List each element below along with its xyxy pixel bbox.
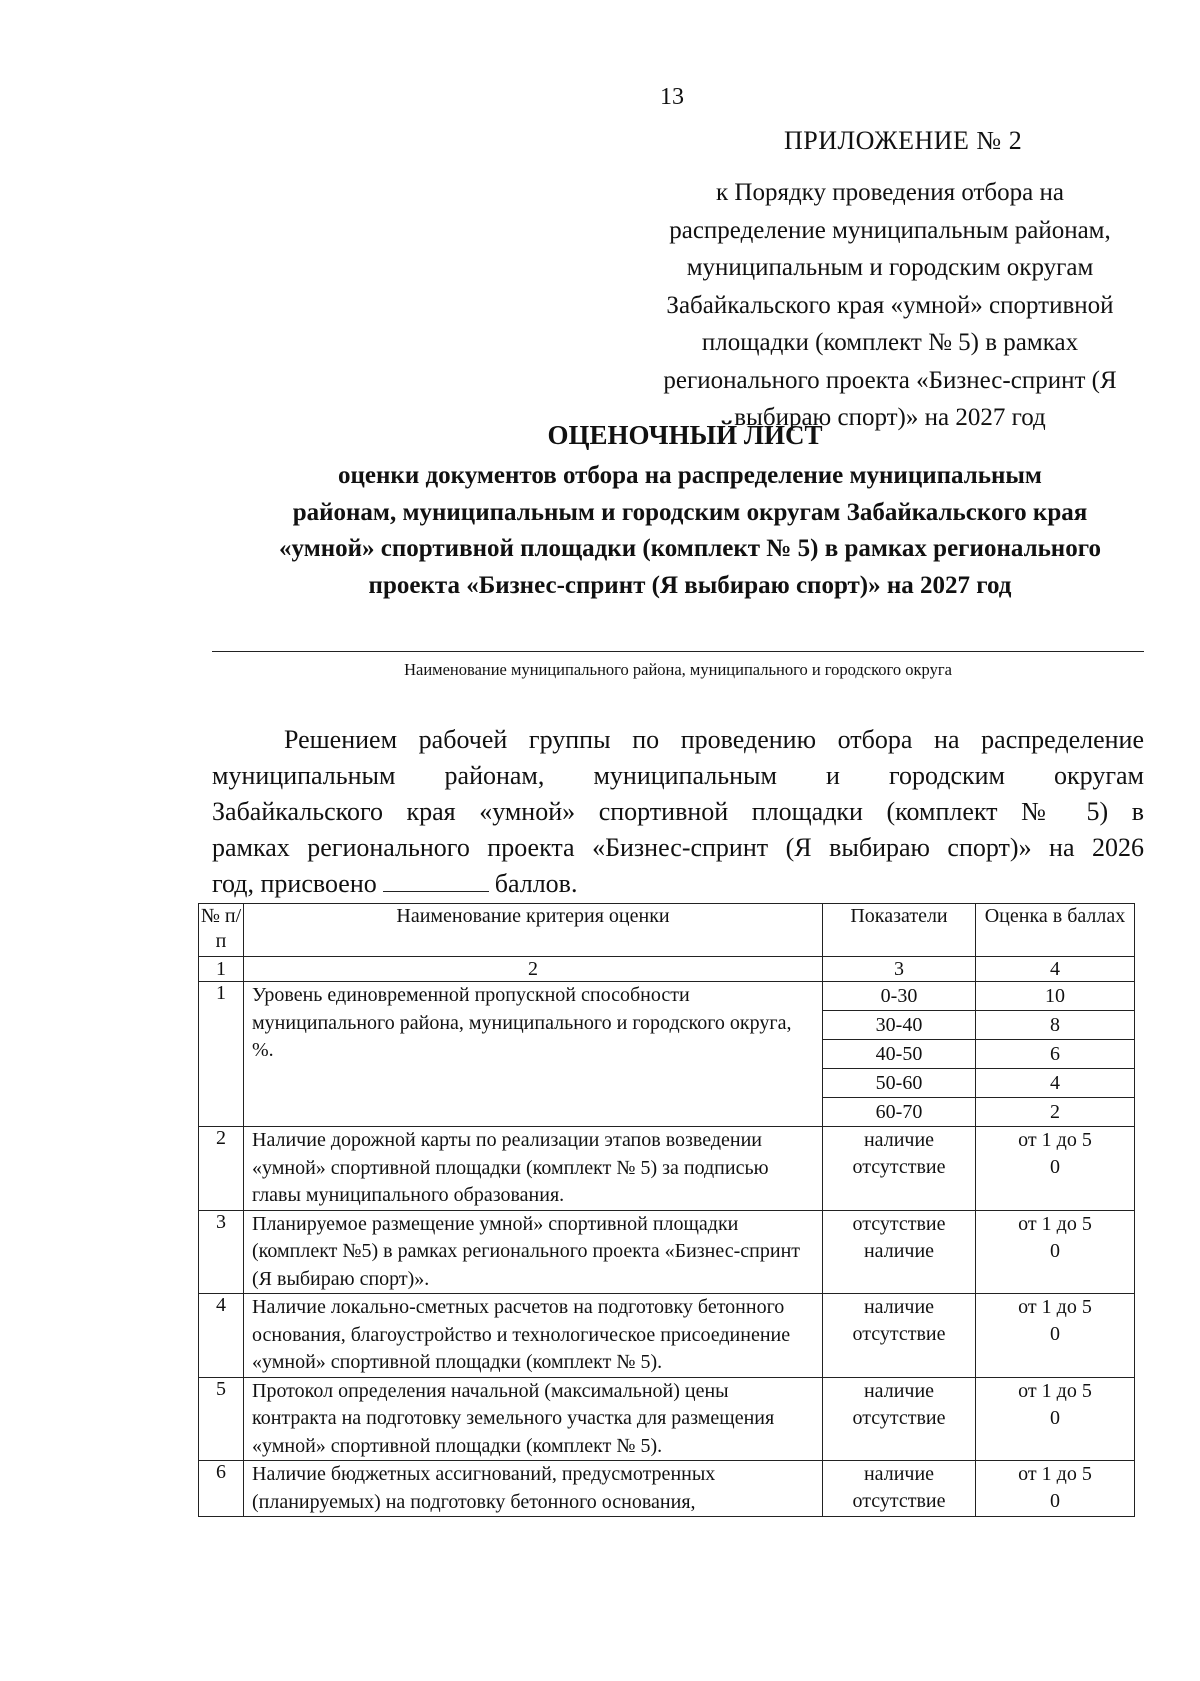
row-scores: [976, 1210, 1135, 1294]
score-value: 0: [1050, 1239, 1060, 1262]
row-indicators: [823, 1294, 976, 1378]
table-row: [199, 1127, 1135, 1211]
decision-line: муниципальным районам, муниципальным и городским округам: [212, 761, 1144, 790]
table-row: [199, 1294, 1135, 1378]
table-row: [199, 982, 1135, 1127]
indicator-value: 0-30: [880, 985, 918, 1007]
header-num: № п/п: [199, 904, 244, 957]
criteria-table: [198, 903, 1135, 1517]
decision-line: Забайкальского края «умной» спортивной площадки (комплект № 5) в: [212, 797, 1144, 826]
row-num: 1: [199, 982, 244, 1127]
document-title: ОЦЕНОЧНЫЙ ЛИСТ: [547, 420, 823, 450]
decision-paragraph: [212, 722, 1144, 902]
appendix-line: площадки (комплект № 5) в рамках: [701, 329, 1079, 356]
score-value: 0: [1050, 1323, 1060, 1345]
table-colnum-row: [199, 957, 1135, 982]
row-scores: [976, 1294, 1135, 1378]
score-value: 0: [1050, 1156, 1060, 1178]
header-indicator: Показатели: [823, 904, 976, 957]
row-scores: [976, 1377, 1135, 1461]
row-criterion: Наличие локально-сметных расчетов на подготовку бетонного основания, благоустройство и технологическое присоединение «умной» спортивной площадки (комплект № 5).: [244, 1294, 823, 1378]
decision-line: рамках регионального проекта «Бизнес-спринт (Я выбираю спорт)» на 2026: [212, 833, 1144, 862]
score-value: от 1 до 5: [1018, 1379, 1092, 1402]
indicator-value: 40-50: [823, 1039, 975, 1068]
row-indicators: [823, 1461, 976, 1517]
score-value: 4: [976, 1068, 1134, 1097]
row-num: 2: [199, 1127, 244, 1211]
appendix-line: к Порядку проведения отбора на: [716, 179, 1064, 206]
page-number: 13: [660, 84, 684, 110]
decision-tail: [212, 866, 1144, 902]
score-value: 8: [976, 1010, 1134, 1039]
indicator-value: наличие: [863, 1129, 935, 1151]
score-value: 2: [976, 1097, 1134, 1126]
header-score: Оценка в баллах: [976, 904, 1135, 957]
decision-line: Решением рабочей группы по проведению отбора на распределение: [284, 725, 1144, 754]
row-num: 4: [199, 1294, 244, 1378]
row-scores: [976, 1127, 1135, 1211]
subtitle-line: «умной» спортивной площадки (комплект № 5) в рамках регионального: [279, 535, 1101, 562]
header-name: Наименование критерия оценки: [244, 904, 823, 957]
appendix-line: распределение муниципальным районам,: [669, 216, 1111, 244]
score-value: 6: [976, 1039, 1134, 1068]
row-num: 3: [199, 1210, 244, 1294]
indicator-value: отсутствие: [852, 1323, 946, 1345]
subtitle-line: оценки документов отбора на распределение муниципальным: [338, 462, 1042, 489]
score-value: 10: [1045, 985, 1065, 1007]
row-scores: [976, 982, 1135, 1127]
appendix-line: муниципальным и городским округам: [686, 254, 1094, 281]
colnum-cell: 3: [823, 957, 976, 982]
subtitle-line: проекта «Бизнес-спринт (Я выбираю спорт)» на 2027 год: [368, 571, 1012, 599]
row-indicators: [823, 1377, 976, 1461]
appendix-title: ПРИЛОЖЕНИЕ № 2: [784, 126, 1023, 155]
row-criterion: Наличие бюджетных ассигнований, предусмотренных (планируемых) на подготовку бетонного основания,: [244, 1461, 823, 1517]
indicator-value: отсутствие: [852, 1156, 946, 1178]
row-criterion: Планируемое размещение умной» спортивной площадки (комплект №5) в рамках регионального проекта «Бизнес-спринт (Я выбираю спорт)».: [244, 1210, 823, 1294]
decision-tail-after: баллов.: [494, 869, 578, 898]
table-row: [199, 1461, 1135, 1517]
appendix-line: Забайкальского края «умной» спортивной: [666, 291, 1114, 319]
name-fill-line: [212, 651, 1144, 652]
indicator-value: наличие: [863, 1296, 935, 1318]
table-row: [199, 1210, 1135, 1294]
indicator-value: наличие: [863, 1463, 935, 1485]
row-criterion: Уровень единовременной пропускной способности муниципального района, муниципального и городского округа, %.: [244, 982, 823, 1127]
document-subtitle: [230, 458, 1150, 604]
score-value: от 1 до 5: [1018, 1463, 1092, 1485]
row-criterion: Протокол определения начальной (максимальной) цены контракта на подготовку земельного участка для размещения «умной» спортивной площадки (комплект № 5).: [244, 1377, 823, 1461]
row-scores: [976, 1461, 1135, 1517]
indicator-value: наличие: [863, 1379, 935, 1402]
appendix-line: выбираю спорт)» на 2027 год: [734, 404, 1046, 431]
indicator-value: 60-70: [823, 1097, 975, 1126]
indicator-value: 50-60: [823, 1068, 975, 1097]
score-value: от 1 до 5: [1018, 1296, 1092, 1318]
row-indicators: [823, 1210, 976, 1294]
appendix-line: регионального проекта «Бизнес-спринт (Я: [663, 366, 1117, 394]
indicator-value: наличие: [863, 1239, 935, 1262]
row-indicators: [823, 1127, 976, 1211]
name-caption: Наименование муниципального района, муниципального и городского округа: [404, 660, 952, 679]
score-value: 0: [1050, 1406, 1060, 1429]
appendix-text: [630, 174, 1150, 437]
indicator-value: 30-40: [823, 1010, 975, 1039]
colnum-cell: 2: [244, 957, 823, 982]
row-indicators: [823, 982, 976, 1127]
score-value: от 1 до 5: [1018, 1212, 1092, 1235]
decision-tail-before: год, присвоено: [212, 869, 377, 898]
row-num: 6: [199, 1461, 244, 1517]
table-header-row: [199, 904, 1135, 957]
row-criterion: Наличие дорожной карты по реализации этапов возведении «умной» спортивной площадки (комплект № 5) за подписью главы муниципального образования.: [244, 1127, 823, 1211]
row-num: 5: [199, 1377, 244, 1461]
indicator-value: отсутствие: [852, 1490, 946, 1512]
colnum-cell: 4: [976, 957, 1135, 982]
subtitle-line: районам, муниципальным и городским округам Забайкальского края: [292, 498, 1088, 526]
score-blank: [383, 871, 489, 892]
indicator-value: отсутствие: [852, 1212, 946, 1235]
score-value: 0: [1050, 1490, 1060, 1512]
indicator-value: отсутствие: [852, 1406, 946, 1429]
table-row: [199, 1377, 1135, 1461]
score-value: от 1 до 5: [1018, 1129, 1092, 1151]
colnum-cell: 1: [199, 957, 244, 982]
